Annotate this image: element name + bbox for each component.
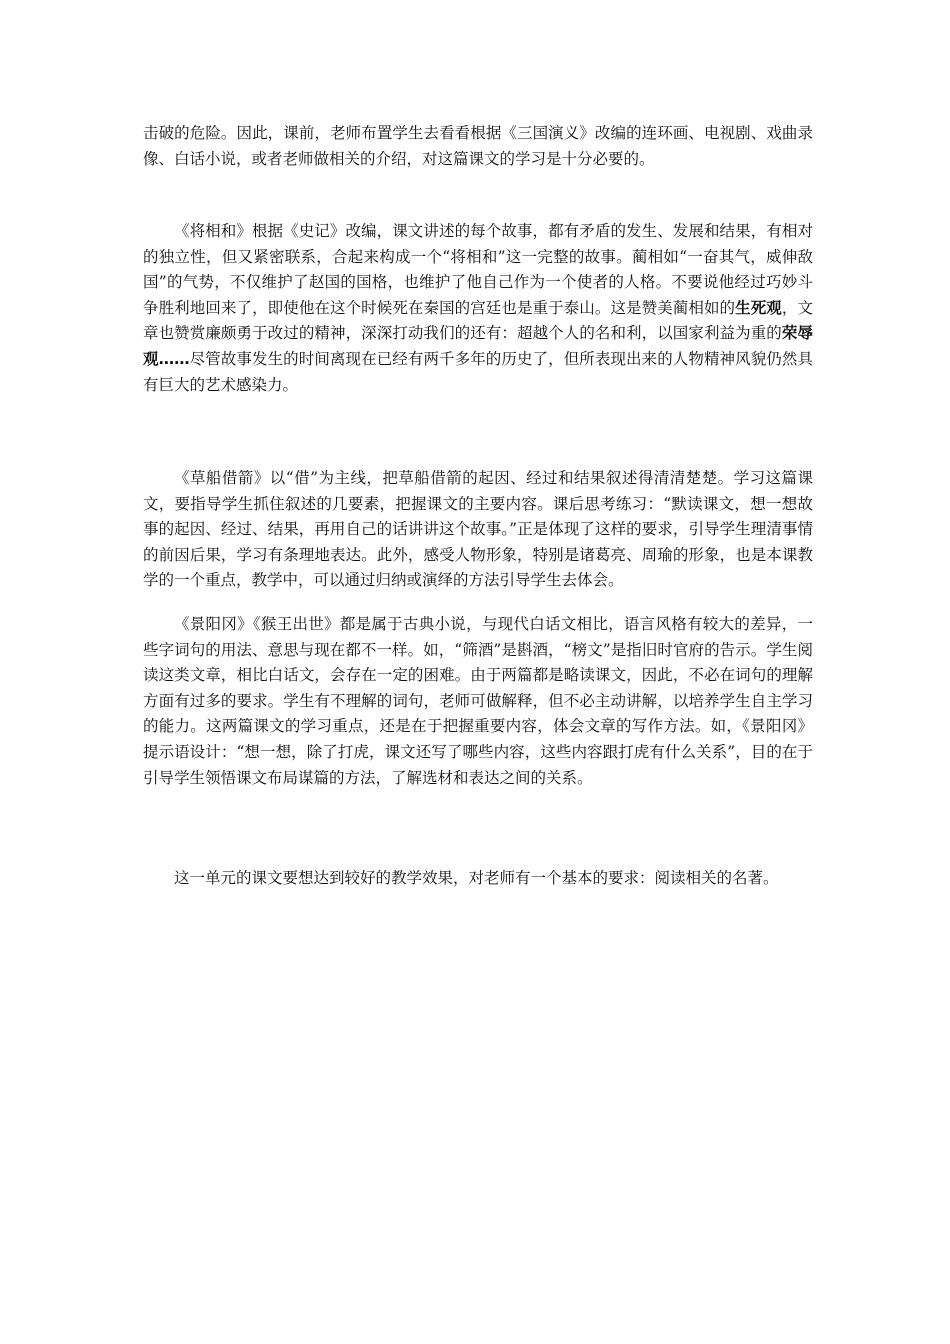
paragraph-jiang-xiang-he xyxy=(143,219,813,398)
paragraph-jing-yang-gang: 《景阳冈》《猴王出世》都是属于古典小说，与现代白话文相比，语言风格有较大的差异，一些字词句的用法、意思与现在都不一样。如，“筛酒”是斟酒，“榜文”是指旧时官府的告示。学生阅读这类文章，相比白话文，会存在一定的困难。由于两篇都是略读课文，因此，不必在词句的理解方面有过多的要求。学生有不理解的词句，老师可做解释，但不必主动讲解，以培养学生自主学习的能力。这两篇课文的学习重点，还是在于把握重要内容，体会文章的写作方法。如，《景阳冈》提示语设计：“想一想，除了打虎，课文还写了哪些内容，这些内容跟打虎有什么关系”，目的在于引导学生领悟课文布局谋篇的方法，了解选材和表达之间的关系。 xyxy=(143,615,813,787)
paragraph-intro-continuation: 击破的危险。因此，课前，老师布置学生去看看根据《三国演义》改编的连环画、电视剧、戏曲录像、白话小说，或者老师做相关的介绍，对这篇课文的学习是十分必要的。 xyxy=(143,124,813,168)
paragraph-text: ，文章也赞赏廉颇勇于改过的精神，深深打动我们的还有：超越个人的名和利，以国家利益为重的 xyxy=(143,298,813,343)
paragraph-conclusion: 这一单元的课文要想达到较好的教学效果，对老师有一个基本的要求：阅读相关的名著。 xyxy=(174,869,779,887)
bold-term-life-death: 生死观 xyxy=(735,298,782,317)
paragraph-text: 尽管故事发生的时间离现在已经有两千多年的历史了，但所表现出来的人物精神风貌仍然具有巨大的艺术感染力。 xyxy=(143,349,813,394)
bold-term-honor: 荣辱观…… xyxy=(143,324,813,368)
paragraph-text: 《将相和》根据《史记》改编，课文讲述的每个故事，都有矛盾的发生、发展和结果，有相对的独立性，但又紧密联系，合起来构成一个“将相和”这一完整的故事。蔺相如“一奋其气，威伸敌国”的气势，不仅维护了赵国的国格，也维护了他自己作为一个使者的人格。不要说他经过巧妙斗争胜利地回来了，即使他在这个时候死在秦国的宫廷也是重于泰山。这是赞美蔺相如的 xyxy=(143,222,813,317)
paragraph-cao-chuan-jie-jian: 《草船借箭》以“借”为主线，把草船借箭的起因、经过和结果叙述得清清楚楚。学习这篇课文，要指导学生抓住叙述的几要素，把握课文的主要内容。课后思考练习：“默读课文，想一想故事的起因、经过、结果，再用自己的话讲讲这个故事。”正是体现了这样的要求，引导学生理清事情的前因后果，学习有条理地表达。此外，感受人物形象，特别是诸葛亮、周瑜的形象，也是本课教学的一个重点，教学中，可以通过归纳或演绎的方法引导学生去体会。 xyxy=(143,469,813,590)
